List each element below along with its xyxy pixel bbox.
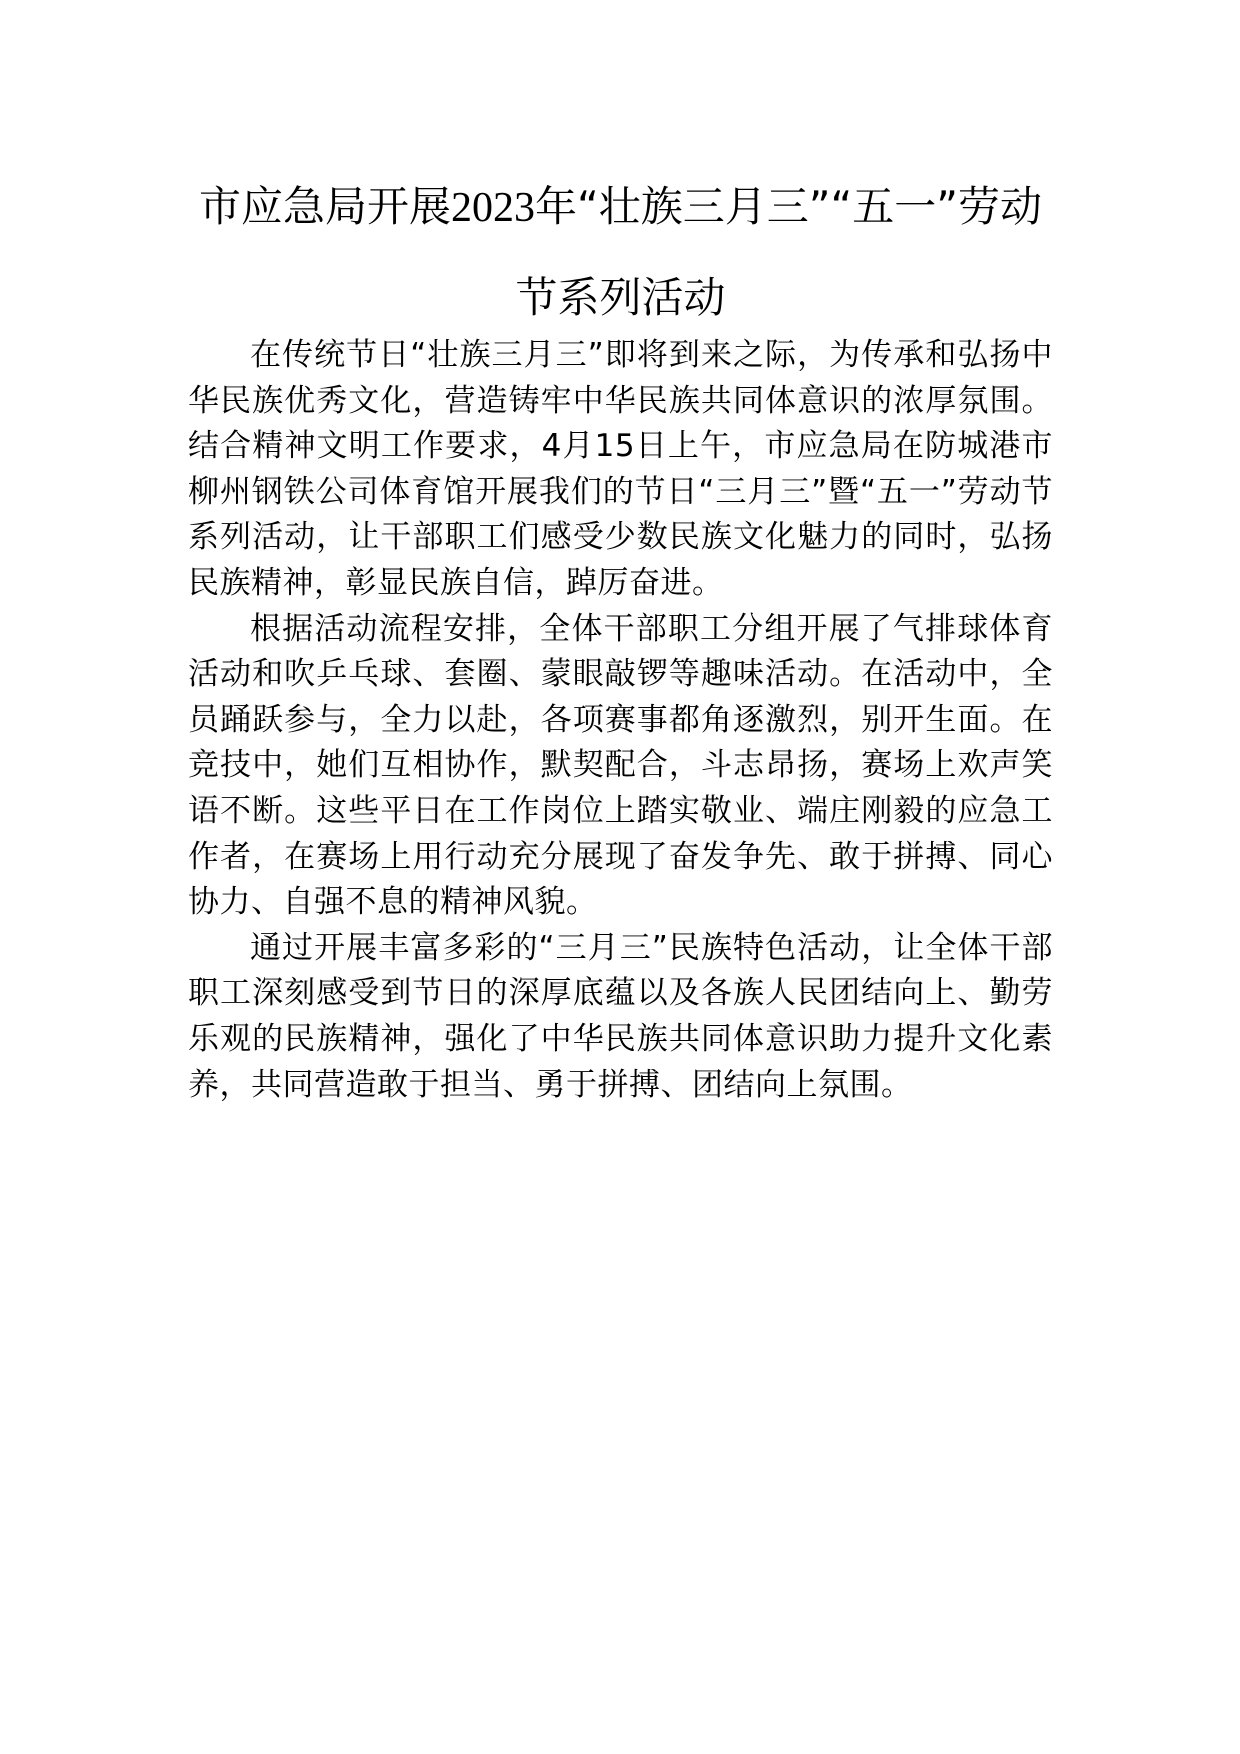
title-part-1: 市应急局开展 xyxy=(198,182,451,231)
paragraph-1: 在传统节日“壮族三月三”即将到来之际，为传承和弘扬中华民族优秀文化，营造铸牢中华民族共同体意识的浓厚氛围。结合精神文明工作要求，4月15日上午，市应急局在防城港市柳州钢铁公司体育馆开展我们的节日“三月三”暨“五一”劳动节系列活动，让干部职工们感受少数民族文化魅力的同时，弘扬民族精神，彰显民族自信，踔厉奋进。 xyxy=(188,337,1053,601)
document-body xyxy=(188,333,1053,1108)
document-title xyxy=(188,162,1053,343)
title-part-2: 年“壮族三月三”“五一”劳动节系列活动 xyxy=(515,182,1043,322)
paragraph-3: 通过开展丰富多彩的“三月三”民族特色活动，让全体干部职工深刻感受到节日的深厚底蕴以及各族人民团结向上、勤劳乐观的民族精神，强化了中华民族共同体意识助力提升文化素养，共同营造敢于担当、勇于拼搏、团结向上氛围。 xyxy=(188,929,1053,1103)
title-year: 2023 xyxy=(450,185,535,231)
paragraph-2: 根据活动流程安排，全体干部职工分组开展了气排球体育活动和吹乒乓球、套圈、蒙眼敲锣等趣味活动。在活动中，全员踊跃参与，全力以赴，各项赛事都角逐激烈，别开生面。在竞技中，她们互相协作，默契配合，斗志昂扬，赛场上欢声笑语不断。这些平日在工作岗位上踏实敬业、端庄刚毅的应急工作者，在赛场上用行动充分展现了奋发争先、敢于拼搏、同心协力、自强不息的精神风貌。 xyxy=(188,610,1053,921)
